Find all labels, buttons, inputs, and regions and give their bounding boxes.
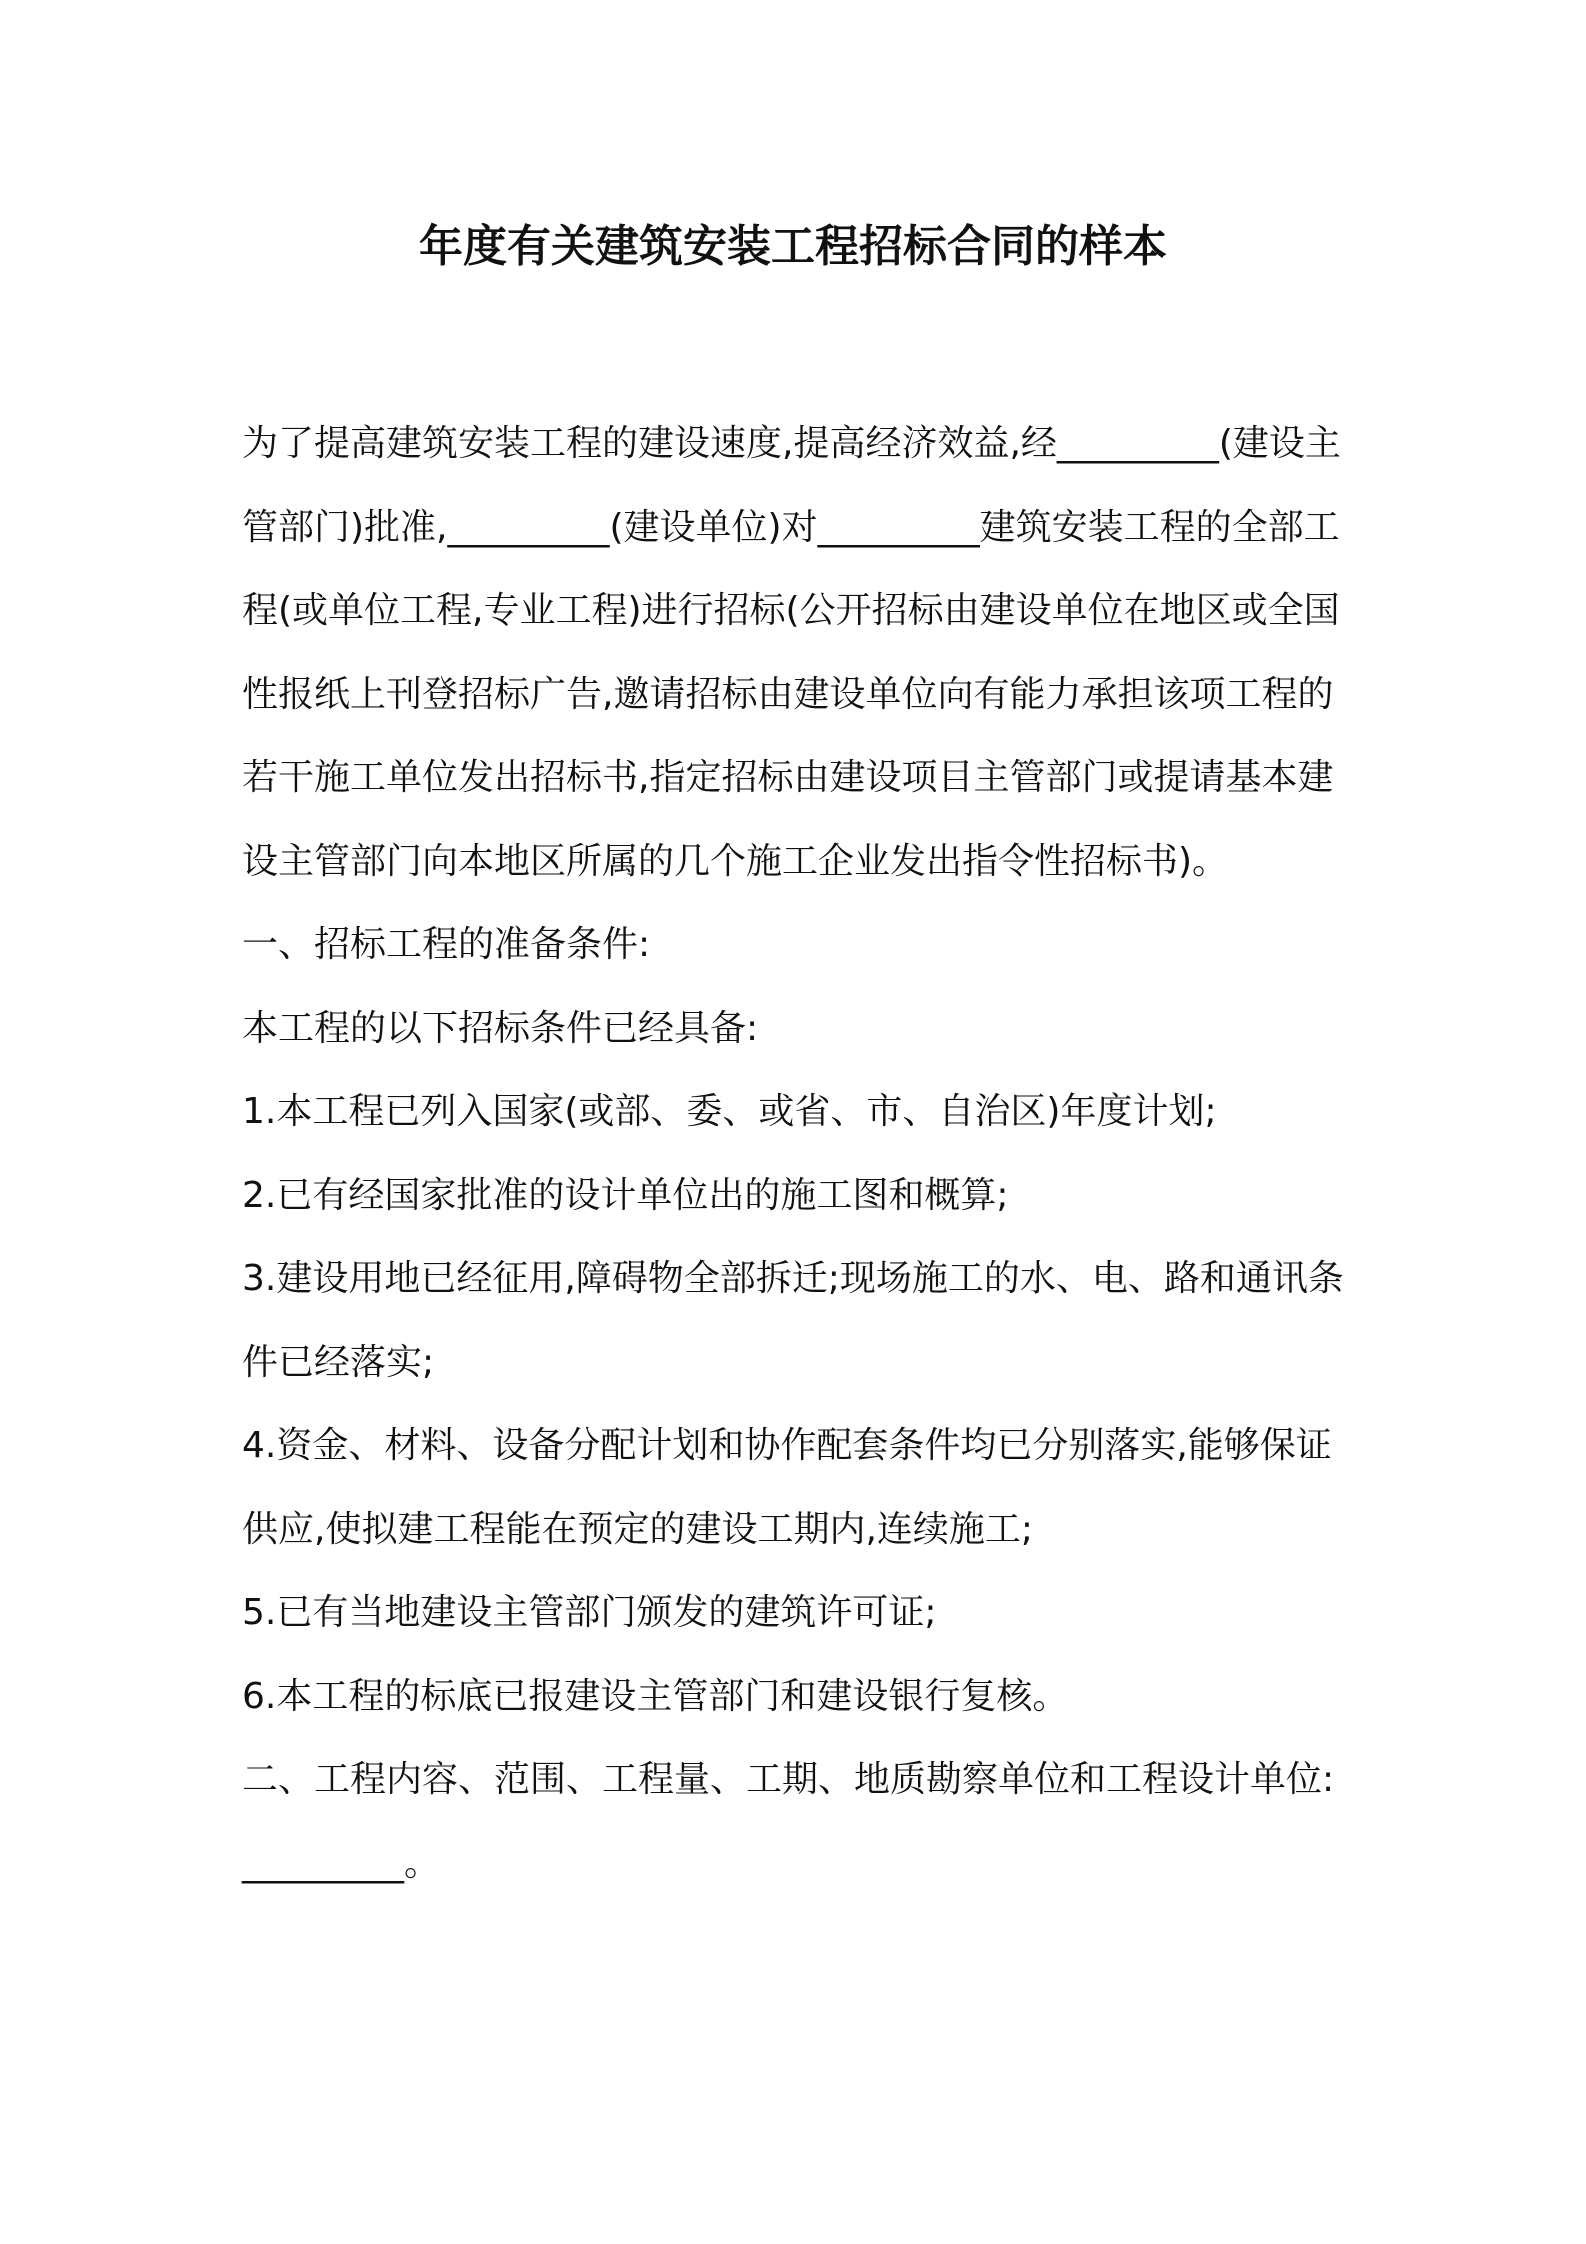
conditions-intro: 本工程的以下招标条件已经具备: bbox=[242, 1007, 759, 1049]
condition-item-4: 4.资金、材料、设备分配计划和协作配套条件均已分别落实,能够保证供应,使拟建工程能在预定的建设工期内,连续施工; bbox=[242, 1425, 1332, 1550]
condition-item-6: 6.本工程的标底已报建设主管部门和建设银行复核。 bbox=[242, 1675, 1069, 1717]
condition-item-3: 3.建设用地已经征用,障碍物全部拆迁;现场施工的水、电、路和通讯条件已经落实; bbox=[242, 1258, 1344, 1383]
document-title: 年度有关建筑安装工程招标合同的样本 bbox=[419, 221, 1167, 272]
section-heading-2: 二、工程内容、范围、工程量、工期、地质勘察单位和工程设计单位:_________。 bbox=[242, 1759, 1335, 1884]
condition-item-2: 2.已有经国家批准的设计单位出的施工图和概算; bbox=[242, 1174, 1009, 1216]
document-body bbox=[242, 402, 1352, 1905]
section-heading-1: 一、招标工程的准备条件: bbox=[242, 924, 651, 965]
condition-item-1: 1.本工程已列入国家(或部、委、或省、市、自治区)年度计划; bbox=[242, 1091, 1217, 1132]
condition-item-5: 5.已有当地建设主管部门颁发的建筑许可证; bbox=[242, 1592, 937, 1633]
intro-paragraph: 为了提高建筑安装工程的建设速度,提高经济效益,经_________(建设主管部门)批准,_________(建设单位)对_________建筑安装工程的全部工程(或单位工程,专业工程)进行招标(公开招标由建设单位在地区或全国性报纸上刊登招标广告,邀请招标由建设单位向有能力承担该项工程的若干施工单位发出招标书,指定招标由建设项目主管部门或提请基本建设主管部门向本地区所属的几个施工企业发出指令性招标书)。 bbox=[242, 423, 1341, 882]
